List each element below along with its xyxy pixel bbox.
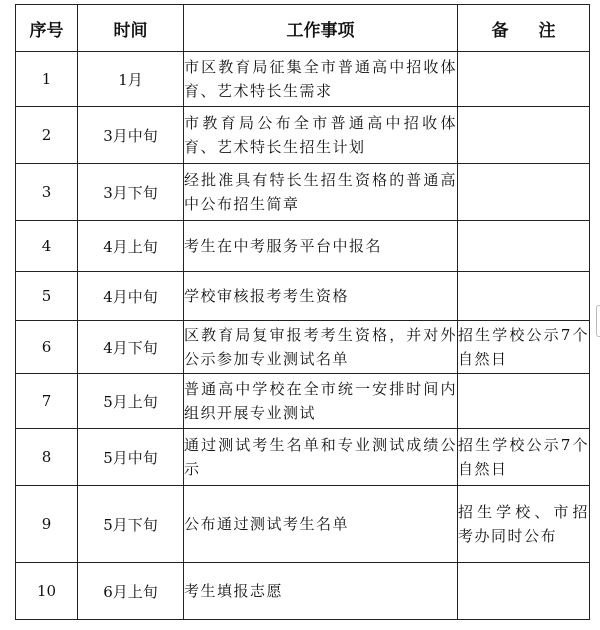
table-row bbox=[16, 563, 590, 620]
header-row bbox=[16, 5, 590, 52]
cell-time: 4月中旬 bbox=[78, 272, 184, 321]
cell-index: 7 bbox=[16, 374, 78, 429]
cell-note bbox=[458, 563, 590, 620]
table-row bbox=[16, 221, 590, 272]
table-row bbox=[16, 321, 590, 374]
cell-time: 6月上旬 bbox=[78, 563, 184, 620]
header-task: 工作事项 bbox=[184, 5, 458, 52]
cell-index: 4 bbox=[16, 221, 78, 272]
scroll-edge-tab[interactable] bbox=[596, 305, 600, 337]
cell-note bbox=[458, 164, 590, 221]
cell-index: 1 bbox=[16, 52, 78, 107]
table-row bbox=[16, 164, 590, 221]
cell-note: 招生学校公示7个自然日 bbox=[458, 321, 590, 374]
cell-task: 市区教育局征集全市普通高中招收体育、艺术特长生需求 bbox=[184, 52, 458, 107]
cell-task: 市教育局公布全市普通高中招收体育、艺术特长生招生计划 bbox=[184, 107, 458, 164]
cell-index: 9 bbox=[16, 486, 78, 563]
cell-task: 普通高中学校在全市统一安排时间内组织开展专业测试 bbox=[184, 374, 458, 429]
cell-task: 考生在中考服务平台中报名 bbox=[184, 221, 458, 272]
header-note: 备 注 bbox=[458, 5, 590, 52]
header-index: 序号 bbox=[16, 5, 78, 52]
cell-index: 8 bbox=[16, 429, 78, 486]
schedule-table bbox=[15, 4, 590, 620]
cell-time: 1月 bbox=[78, 52, 184, 107]
cell-note bbox=[458, 272, 590, 321]
table-row bbox=[16, 107, 590, 164]
cell-note bbox=[458, 221, 590, 272]
cell-time: 3月中旬 bbox=[78, 107, 184, 164]
cell-task: 经批准具有特长生招生资格的普通高中公布招生简章 bbox=[184, 164, 458, 221]
cell-note: 招生学校公示7个自然日 bbox=[458, 429, 590, 486]
cell-note: 招生学校、市招考办同时公布 bbox=[458, 486, 590, 563]
table-row bbox=[16, 272, 590, 321]
table-row bbox=[16, 374, 590, 429]
cell-index: 5 bbox=[16, 272, 78, 321]
cell-index: 2 bbox=[16, 107, 78, 164]
cell-time: 4月上旬 bbox=[78, 221, 184, 272]
table-row bbox=[16, 429, 590, 486]
cell-task: 考生填报志愿 bbox=[184, 563, 458, 620]
cell-task: 区教育局复审报考考生资格，并对外公示参加专业测试名单 bbox=[184, 321, 458, 374]
cell-time: 4月下旬 bbox=[78, 321, 184, 374]
table-row bbox=[16, 52, 590, 107]
cell-note bbox=[458, 107, 590, 164]
cell-time: 5月中旬 bbox=[78, 429, 184, 486]
header-time: 时间 bbox=[78, 5, 184, 52]
cell-task: 通过测试考生名单和专业测试成绩公示 bbox=[184, 429, 458, 486]
cell-note bbox=[458, 374, 590, 429]
cell-index: 6 bbox=[16, 321, 78, 374]
cell-time: 5月上旬 bbox=[78, 374, 184, 429]
table-row bbox=[16, 486, 590, 563]
cell-note bbox=[458, 52, 590, 107]
cell-index: 10 bbox=[16, 563, 78, 620]
cell-time: 3月下旬 bbox=[78, 164, 184, 221]
cell-index: 3 bbox=[16, 164, 78, 221]
cell-time: 5月下旬 bbox=[78, 486, 184, 563]
cell-task: 学校审核报考考生资格 bbox=[184, 272, 458, 321]
cell-task: 公布通过测试考生名单 bbox=[184, 486, 458, 563]
